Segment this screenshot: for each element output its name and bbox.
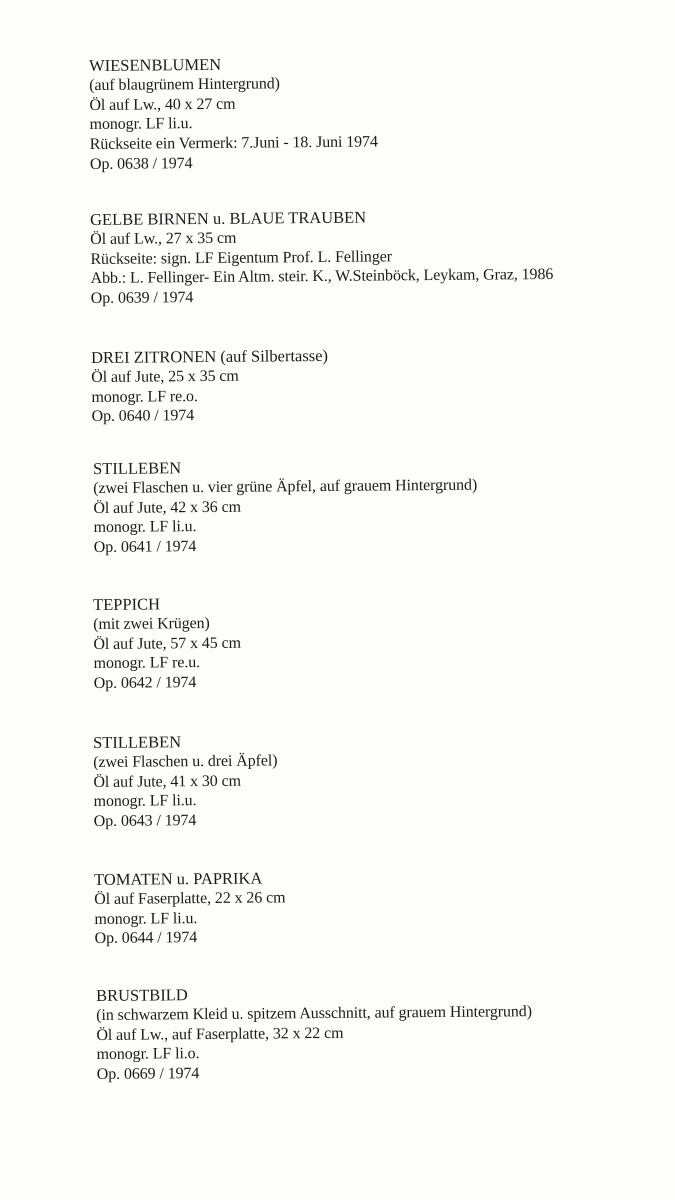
entry-title: WIESENBLUMEN <box>89 54 222 75</box>
entry-signature: monogr. LF re.o. <box>91 387 198 406</box>
entry-title: STILLEBEN <box>93 458 182 478</box>
entry-opus-number: Op. 0639 / 1974 <box>90 289 194 308</box>
entry-title: DREI ZITRONEN (auf Silbertasse) <box>91 345 329 367</box>
entry-opus-number: Op. 0642 / 1974 <box>93 674 197 693</box>
entry-opus-number: Op. 0669 / 1974 <box>96 1065 200 1084</box>
entry-opus-number: Op. 0638 / 1974 <box>89 155 193 173</box>
catalog-entry <box>93 728 654 832</box>
entry-opus-number: Op. 0644 / 1974 <box>94 929 198 948</box>
catalog-entry <box>93 590 654 694</box>
catalog-entry <box>94 865 655 949</box>
entry-signature: monogr. LF li.u. <box>94 909 198 928</box>
entry-description: (in schwarzem Kleid u. spitzem Ausschnitt, auf grauem Hintergrund) <box>96 1002 532 1024</box>
entry-signature: monogr. LF li.u. <box>93 792 197 811</box>
entry-title: TOMATEN u. PAPRIKA <box>94 868 263 889</box>
catalog-entry <box>96 981 657 1085</box>
entry-signature: monogr. LF li.u. <box>89 115 193 134</box>
entry-signature: monogr. LF re.u. <box>93 654 201 673</box>
entry-signature: monogr. LF li.u. <box>93 518 197 537</box>
entry-description: (mit zwei Krügen) <box>93 614 210 633</box>
entry-reference: Abb.: L. Fellinger- Ein Altm. steir. K., W.Steinböck, Leykam, Graz, 1986 <box>90 266 554 288</box>
entry-medium-size: Öl auf Jute, 41 x 30 cm <box>93 772 241 791</box>
entry-medium-size: Öl auf Lw., auf Faserplatte, 32 x 22 cm <box>96 1024 344 1044</box>
catalog-entry <box>90 205 651 309</box>
catalog-entry <box>91 343 652 427</box>
entry-description: (zwei Flaschen u. drei Äpfel) <box>93 752 278 771</box>
entry-opus-number: Op. 0641 / 1974 <box>93 538 197 557</box>
entry-opus-number: Op. 0643 / 1974 <box>93 812 197 831</box>
entry-opus-number: Op. 0640 / 1974 <box>91 407 195 426</box>
entry-description: (auf blaugrünem Hintergrund) <box>89 75 280 94</box>
entry-title: STILLEBEN <box>93 732 182 752</box>
entry-medium-size: Öl auf Jute, 25 x 35 cm <box>91 367 239 386</box>
entry-description: (zwei Flaschen u. vier grüne Äpfel, auf grauem Hintergrund) <box>93 476 478 497</box>
entry-title: BRUSTBILD <box>96 985 188 1005</box>
catalog-entry <box>89 51 650 175</box>
entry-signature: monogr. LF li.o. <box>96 1045 200 1064</box>
entry-title: GELBE BIRNEN u. BLAUE TRAUBEN <box>90 207 367 229</box>
entry-medium-size: Öl auf Faserplatte, 22 x 26 cm <box>94 889 286 908</box>
entry-medium-size: Öl auf Jute, 42 x 36 cm <box>93 498 241 517</box>
catalog-entry <box>93 454 654 558</box>
entry-title: TEPPICH <box>93 594 161 614</box>
entry-medium-size: Öl auf Lw., 40 x 27 cm <box>89 95 236 114</box>
entry-note: Rückseite ein Vermerk: 7.Juni - 18. Juni 1974 <box>89 133 378 154</box>
entry-medium-size: Öl auf Lw., 27 x 35 cm <box>90 229 237 248</box>
entry-note: Rückseite: sign. LF Eigentum Prof. L. Fellinger <box>90 247 392 268</box>
entry-medium-size: Öl auf Jute, 57 x 45 cm <box>93 634 241 653</box>
